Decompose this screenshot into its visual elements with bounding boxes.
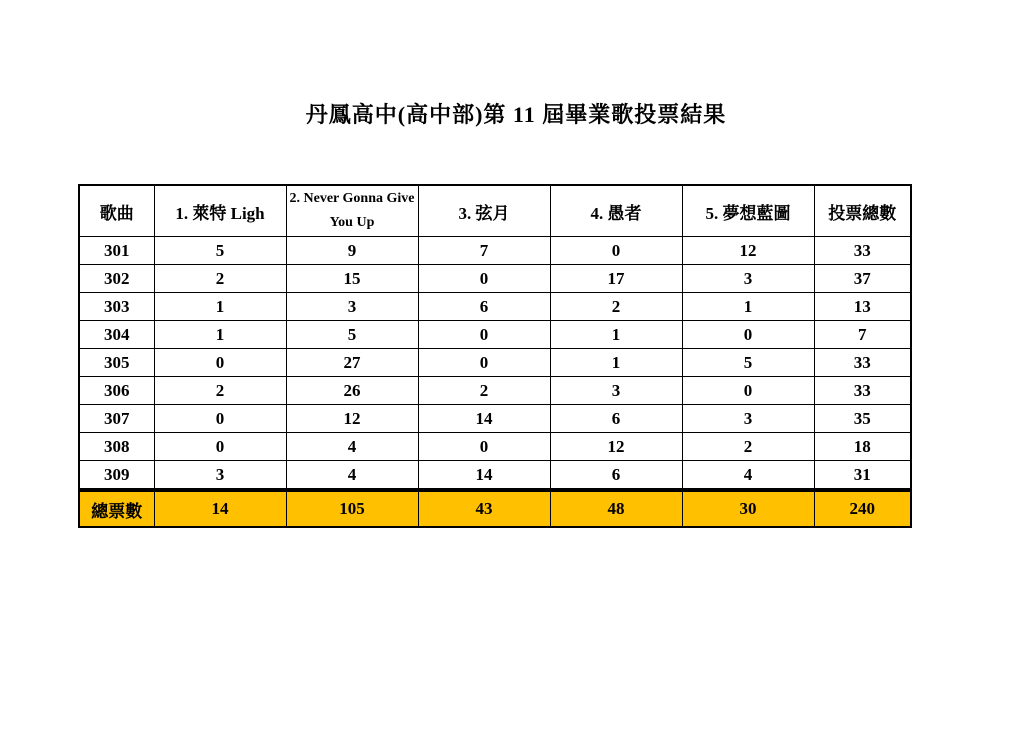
vote-cell: 4	[286, 461, 418, 491]
vote-cell: 1	[682, 293, 814, 321]
vote-cell: 2	[154, 265, 286, 293]
vote-cell: 0	[154, 433, 286, 461]
row-total-cell: 7	[814, 321, 911, 349]
vote-cell: 2	[154, 377, 286, 405]
header-song-2: 2. Never Gonna Give You Up	[286, 185, 418, 237]
vote-cell: 0	[154, 405, 286, 433]
header-total-votes: 投票總數	[814, 185, 911, 237]
vote-cell: 3	[286, 293, 418, 321]
table-row	[79, 237, 911, 265]
table-row	[79, 405, 911, 433]
row-total-cell: 37	[814, 265, 911, 293]
header-song-3: 3. 弦月	[418, 185, 550, 237]
vote-cell: 0	[418, 321, 550, 349]
total-cell: 30	[682, 490, 814, 527]
vote-cell: 12	[550, 433, 682, 461]
table-row	[79, 321, 911, 349]
class-cell: 309	[79, 461, 154, 491]
vote-cell: 0	[682, 321, 814, 349]
vote-cell: 27	[286, 349, 418, 377]
class-cell: 302	[79, 265, 154, 293]
vote-cell: 5	[286, 321, 418, 349]
class-cell: 301	[79, 237, 154, 265]
vote-cell: 1	[550, 349, 682, 377]
totals-row	[79, 490, 911, 527]
vote-results-table	[78, 184, 912, 528]
table-row	[79, 293, 911, 321]
header-song-4: 4. 愚者	[550, 185, 682, 237]
grand-total-cell: 240	[814, 490, 911, 527]
vote-cell: 1	[154, 321, 286, 349]
vote-cell: 6	[418, 293, 550, 321]
vote-cell: 4	[682, 461, 814, 491]
vote-cell: 7	[418, 237, 550, 265]
class-cell: 306	[79, 377, 154, 405]
header-song-5: 5. 夢想藍圖	[682, 185, 814, 237]
vote-cell: 4	[286, 433, 418, 461]
total-cell: 105	[286, 490, 418, 527]
vote-cell: 0	[682, 377, 814, 405]
vote-cell: 9	[286, 237, 418, 265]
totals-label: 總票數	[79, 490, 154, 527]
vote-cell: 3	[154, 461, 286, 491]
vote-cell: 14	[418, 405, 550, 433]
row-total-cell: 31	[814, 461, 911, 491]
vote-cell: 2	[550, 293, 682, 321]
total-cell: 48	[550, 490, 682, 527]
class-cell: 307	[79, 405, 154, 433]
vote-cell: 6	[550, 461, 682, 491]
vote-cell: 5	[682, 349, 814, 377]
vote-cell: 5	[154, 237, 286, 265]
row-total-cell: 33	[814, 349, 911, 377]
class-cell: 303	[79, 293, 154, 321]
vote-cell: 0	[418, 265, 550, 293]
vote-cell: 3	[682, 265, 814, 293]
table-row	[79, 433, 911, 461]
vote-cell: 1	[154, 293, 286, 321]
vote-cell: 3	[550, 377, 682, 405]
vote-cell: 0	[418, 349, 550, 377]
table-row	[79, 461, 911, 491]
class-cell: 304	[79, 321, 154, 349]
total-cell: 14	[154, 490, 286, 527]
table-row	[79, 265, 911, 293]
vote-cell: 0	[154, 349, 286, 377]
vote-cell: 12	[286, 405, 418, 433]
vote-cell: 14	[418, 461, 550, 491]
row-total-cell: 33	[814, 237, 911, 265]
page-title: 丹鳳高中(高中部)第 11 屆畢業歌投票結果	[305, 102, 727, 127]
vote-cell: 3	[682, 405, 814, 433]
vote-cell: 17	[550, 265, 682, 293]
vote-cell: 0	[550, 237, 682, 265]
total-cell: 43	[418, 490, 550, 527]
table-row	[79, 349, 911, 377]
vote-cell: 1	[550, 321, 682, 349]
row-total-cell: 33	[814, 377, 911, 405]
class-cell: 308	[79, 433, 154, 461]
vote-cell: 2	[682, 433, 814, 461]
vote-cell: 0	[418, 433, 550, 461]
vote-cell: 15	[286, 265, 418, 293]
vote-cell: 12	[682, 237, 814, 265]
header-song-1: 1. 萊特 Ligh	[154, 185, 286, 237]
vote-cell: 6	[550, 405, 682, 433]
vote-cell: 26	[286, 377, 418, 405]
row-total-cell: 35	[814, 405, 911, 433]
row-total-cell: 13	[814, 293, 911, 321]
row-total-cell: 18	[814, 433, 911, 461]
header-row	[79, 185, 911, 237]
class-cell: 305	[79, 349, 154, 377]
table-row	[79, 377, 911, 405]
header-song: 歌曲	[79, 185, 154, 237]
vote-cell: 2	[418, 377, 550, 405]
